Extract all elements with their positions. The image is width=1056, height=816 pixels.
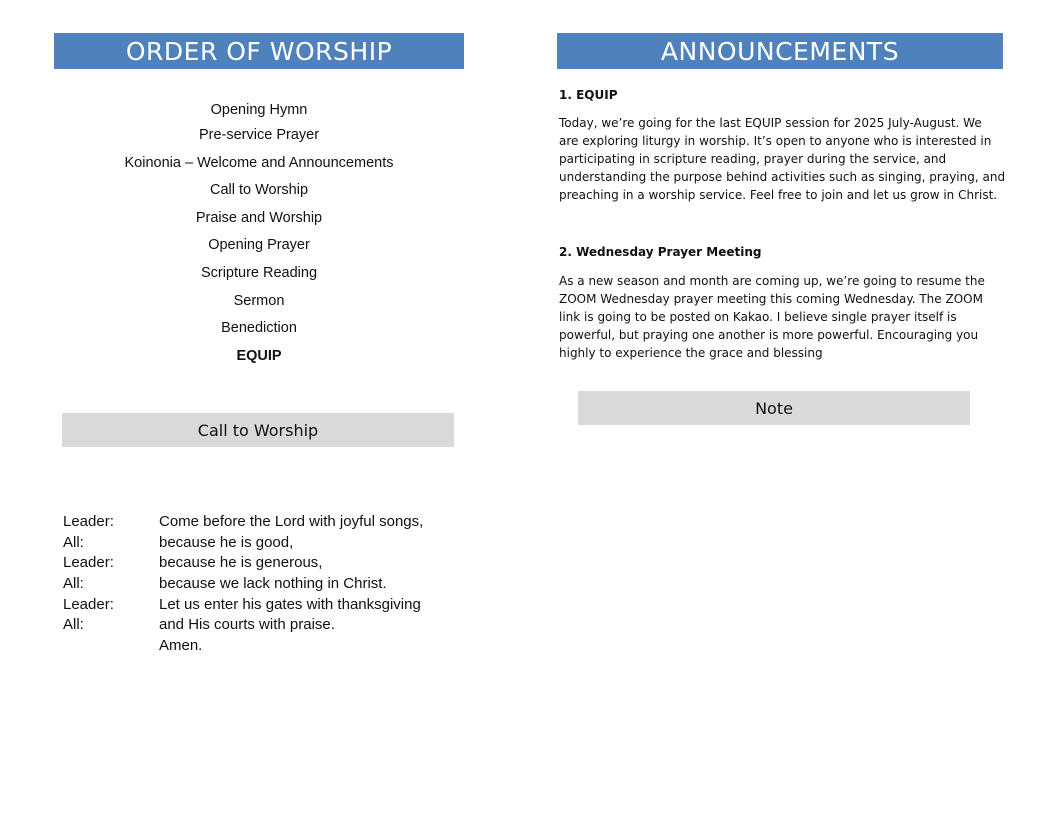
announcement-heading-equip: 1. EQUIP	[559, 88, 618, 102]
litany-line	[63, 553, 483, 574]
announcement-line: Today, we’re going for the last EQUIP session for 2025 July-August. We	[559, 116, 982, 130]
order-item-sermon: Sermon	[233, 293, 285, 309]
order-of-worship-banner	[54, 33, 464, 69]
order-item-opening-prayer: Opening Prayer	[208, 237, 310, 253]
order-of-worship-title: ORDER OF WORSHIP	[125, 36, 393, 66]
announcement-line: are exploring liturgy in worship. It’s open to anyone who is interested in	[559, 134, 992, 148]
announcement-body-equip	[559, 114, 1004, 204]
litany-line	[63, 533, 483, 554]
announcement-line: preaching in a worship service. Feel free to join and let us grow in Christ.	[559, 188, 998, 202]
announcement-line: ZOOM Wednesday prayer meeting this coming Wednesday. The ZOOM	[559, 292, 983, 306]
announcement-line: link is going to be posted on Kakao. I believe single prayer itself is	[559, 310, 957, 324]
announcements-banner	[557, 33, 1003, 69]
call-to-worship-title: Call to Worship	[197, 420, 319, 440]
order-item-koinonia: Koinonia – Welcome and Announcements	[124, 155, 394, 171]
note-title: Note	[755, 398, 793, 418]
order-item-praise-and-worship: Praise and Worship	[195, 210, 323, 226]
call-to-worship-header	[62, 413, 454, 447]
litany-text: Amen.	[159, 637, 203, 655]
litany-line	[63, 615, 483, 636]
litany-line	[63, 636, 483, 657]
litany-role: Leader:	[63, 513, 114, 530]
litany-line	[63, 574, 483, 595]
call-to-worship-litany	[63, 512, 483, 657]
announcement-line: As a new season and month are coming up, we’re going to resume the	[559, 274, 985, 288]
announcement-line: understanding the purpose behind activities such as singing, praying, and	[559, 170, 1006, 184]
order-item-opening-hymn: Opening Hymn	[210, 102, 308, 118]
order-item-pre-service-prayer: Pre-service Prayer	[198, 127, 320, 143]
litany-role: All:	[63, 533, 84, 551]
announcements-title: ANNOUNCEMENTS	[660, 36, 900, 66]
order-item-call-to-worship: Call to Worship	[209, 182, 309, 198]
litany-line	[63, 512, 483, 533]
litany-role: Leader:	[63, 554, 114, 572]
announcement-body-prayer-meeting	[559, 272, 1004, 362]
litany-role: All:	[63, 616, 84, 634]
announcement-line: highly to experience the grace and blessing	[559, 346, 823, 360]
litany-role: Leader:	[63, 595, 114, 613]
litany-line	[63, 595, 483, 616]
order-item-scripture-reading: Scripture Reading	[200, 265, 318, 281]
announcement-line: powerful, but praying one another is more powerful. Encouraging you	[559, 328, 979, 342]
order-item-benediction: Benediction	[221, 320, 297, 336]
announcement-line: participating in scripture reading, prayer during the service, and	[559, 152, 947, 166]
announcement-heading-prayer-meeting: 2. Wednesday Prayer Meeting	[559, 245, 762, 259]
litany-text: Let us enter his gates with thanksgiving	[159, 595, 421, 613]
litany-role: All:	[63, 575, 84, 593]
litany-text: because he is good,	[159, 533, 294, 551]
order-item-equip: EQUIP	[236, 348, 282, 364]
note-header	[578, 391, 970, 425]
litany-text: and His courts with praise.	[159, 616, 335, 634]
litany-text: because he is generous,	[159, 554, 323, 572]
litany-text: because we lack nothing in Christ.	[159, 575, 387, 593]
litany-text: Come before the Lord with joyful songs,	[159, 513, 424, 530]
